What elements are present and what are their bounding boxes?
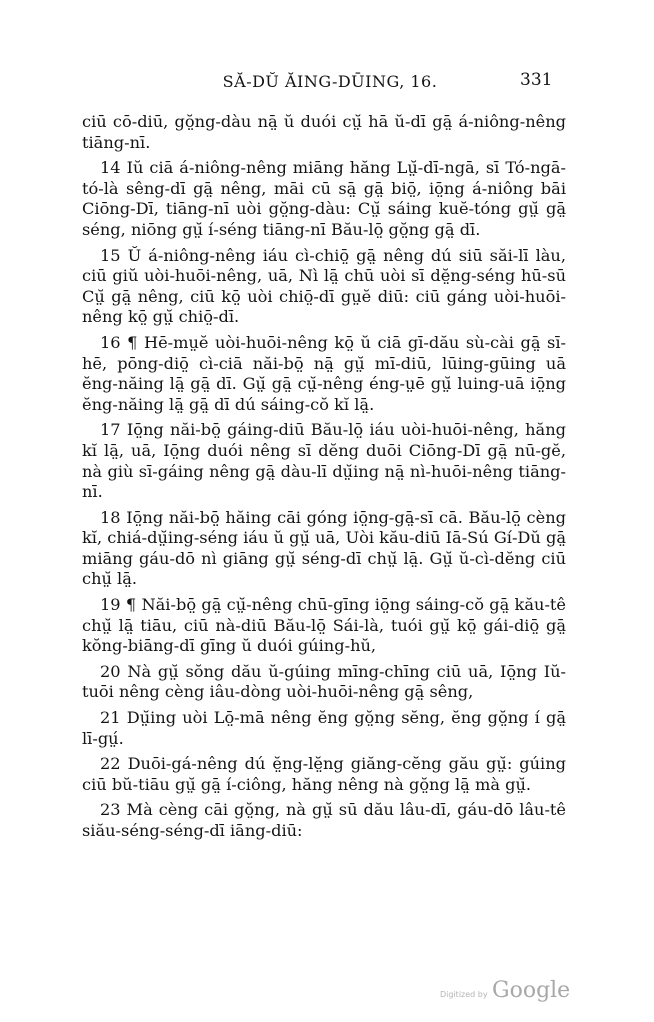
paragraph: 16 ¶ Hē-mṳĕ uòi-huōi-nêng kō̤ ŭ ciā gī-dău sù-cài gā̤ sī-hē, pōng-diō̤ cì-ciā năi-bō̤ nā̤ gṳ̆ mī-diū, lūing-gūing uā ĕng-năing lā̤ gā̤ dī. Gṳ̆ gā̤ cṳ̆-nêng éng-ṳē gṳ̆ luing-uā iō̤ng ĕng-năing lā̤ gā̤ dī dú sáing-cŏ kĭ lā̤. [82,332,566,414]
paragraph: 18 Iō̤ng năi-bō̤ hăing cāi góng iō̤ng-gā̤-sī cā. Bău-lō̤ cèng kĭ, chiá-dṳ̆ing-séng iáu ŭ gṳ̆ uā, Uòi kău-diū Iā-Sú Gí-Dŭ gā̤ miāng gáu-dō nì giāng gṳ̆ séng-dī chṳ̆ lā̤. Gṳ̆ ŭ-cì-dĕng ciū chṳ̆ lā̤. [82,507,566,589]
paragraph: 21 Dṳ̆ing uòi Lō̤-mā nêng ĕng gŏ̤ng sĕng, ĕng gŏ̤ng í gā̤ lī-gṳ́. [82,708,566,748]
text-body [82,112,566,847]
paragraph: 19 ¶ Năi-bō̤ gā̤ cṳ̆-nêng chū-gīng iō̤ng sáing-cŏ gā̤ kău-tê chṳ̆ lā̤ tiāu, ciū nà-diū Bău-lō̤ Sái-là, tuói gṳ̆ kō̤ gái-diō̤ gā̤ kŏng-biāng-dī gīng ŭ duói gúing-hŭ, [82,595,566,656]
paragraph: 14 Iŭ ciā á-niông-nêng miāng hăng Lṳ̆-dī-ngā, sī Tó-ngā-tó-là sêng-dī gā̤ nêng, māi cū sā̤ gā̤ biō̤, iō̤ng á-niông bāi Ciōng-Dī, tiāng-nī uòi gŏ̤ng-dàu: Cṳ̆ sáing kuĕ-tóng gṳ̆ gā̤ séng, niōng gṳ̆ í-séng tiāng-nī Bău-lō̤ gŏ̤ng gā̤ dī. [82,158,566,239]
google-logo: Google [492,978,571,1003]
paragraph: 15 Ŭ á-niông-nêng iáu cì-chiō̤ gā̤ nêng dú siū săi-lī làu, ciū giŭ uòi-huōi-nêng, uā, Nì lā̤ chū uòi sī dĕ̤ng-séng hū-sū Cṳ̆ gā̤ nêng, ciū kō̤ uòi chiō̤-dī gṳĕ diū: ciū gáng uòi-huōi-nêng kō̤ gṳ̆ chiō̤-dī. [82,245,566,327]
paragraph: 17 Iō̤ng năi-bō̤ gáing-diū Bău-lō̤ iáu uòi-huōi-nêng, hăng kĭ lā̤, uā, Iō̤ng duói nêng sī dĕng duōi Ciōng-Dī gā̤ nū-gĕ, nà giù sī-gáing nêng gā̤ dàu-lī dṳ̆ing nā̤ nì-huōi-nêng tiāng-nī. [82,420,566,502]
paragraph: 20 Nà gṳ̆ sŏng dău ŭ-gúing mīng-chīng ciū uā, Iō̤ng Iŭ-tuōi nêng cèng iâu-dòng uòi-huōi-nêng gā̤ sêng, [82,661,566,702]
digitized-watermark [440,980,580,1008]
digitized-label: Digitized by [440,990,488,999]
page-number: 331 [520,70,553,90]
paragraph: 23 Mà cèng cāi gŏ̤ng, nà gṳ̆ sū dău lâu-dī, gáu-dō lâu-tê siău-séng-séng-dī iāng-diū: [82,800,566,840]
chapter-title: SĂ-DŬ ĂING-DŪING, 16. [222,72,438,91]
paragraph: ciū cō-diū, gŏ̤ng-dàu nā̤ ŭ duói cṳ̆ hā ŭ-dī gā̤ á-niông-nêng tiāng-nī. [82,112,566,152]
running-header [0,66,654,96]
paragraph: 22 Duōi-gá-nêng dú ĕ̤ng-lĕ̤ng giăng-cĕng gău gṳ̆: gúing ciū bŭ-tiāu gṳ̆ gā̤ í-ciông, hăng nêng nà gŏ̤ng lā̤ mà gṳ̆. [82,754,566,794]
